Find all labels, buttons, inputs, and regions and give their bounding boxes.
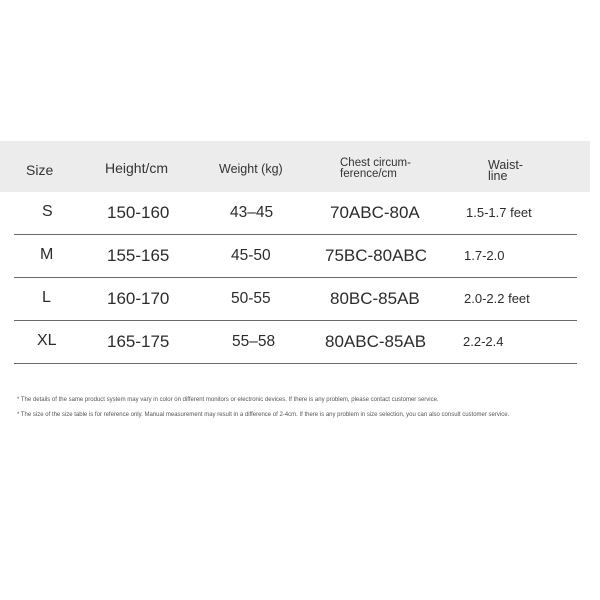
header-height: Height/cm xyxy=(105,160,169,176)
cell-size: L xyxy=(42,289,51,306)
table-row xyxy=(14,235,577,278)
cell-size: XL xyxy=(37,332,57,349)
header-chest-line2: ference/cm xyxy=(340,168,397,180)
cell-waist: 1.5-1.7 feet xyxy=(466,205,532,220)
cell-weight: 55–58 xyxy=(232,333,276,350)
cell-weight: 43–45 xyxy=(230,204,274,221)
table-row xyxy=(14,321,577,364)
cell-chest: 75BC-80ABC xyxy=(325,246,428,265)
header-weight: Weight (kg) xyxy=(219,162,283,176)
cell-weight: 45-50 xyxy=(231,247,271,264)
cell-waist: 2.2-2.4 xyxy=(463,334,504,349)
cell-chest: 70ABC-80A xyxy=(330,203,420,222)
size-chart-table xyxy=(0,141,590,351)
cell-height: 165-175 xyxy=(107,332,170,351)
note-color-variation: * The details of the same product system may vary in color on different monitors or electronic devices. If there is any problem, please contact customer service. xyxy=(17,397,439,403)
cell-chest: 80BC-85AB xyxy=(330,289,420,308)
header-size: Size xyxy=(26,162,54,178)
cell-waist: 1.7-2.0 xyxy=(464,248,505,263)
header-waist-line1: Waist- xyxy=(488,158,523,172)
cell-size: M xyxy=(40,246,54,263)
note-size-reference: * The size of the size table is for reference only. Manual measurement may result in a difference of 2-4cm. If there is any problem in size selection, you can also consult customer service. xyxy=(17,412,510,418)
table-body xyxy=(14,192,577,364)
cell-weight: 50-55 xyxy=(231,290,271,307)
table-row xyxy=(14,278,577,321)
cell-waist: 2.0-2.2 feet xyxy=(464,291,530,306)
cell-height: 160-170 xyxy=(107,289,170,308)
header-waist-line2: line xyxy=(488,169,508,183)
table-row xyxy=(14,192,577,235)
cell-height: 150-160 xyxy=(107,203,170,222)
cell-height: 155-165 xyxy=(107,246,170,265)
header-chest-line1: Chest circum- xyxy=(340,157,411,169)
table-header-row xyxy=(0,141,590,192)
cell-chest: 80ABC-85AB xyxy=(325,332,427,351)
cell-size: S xyxy=(42,203,53,220)
